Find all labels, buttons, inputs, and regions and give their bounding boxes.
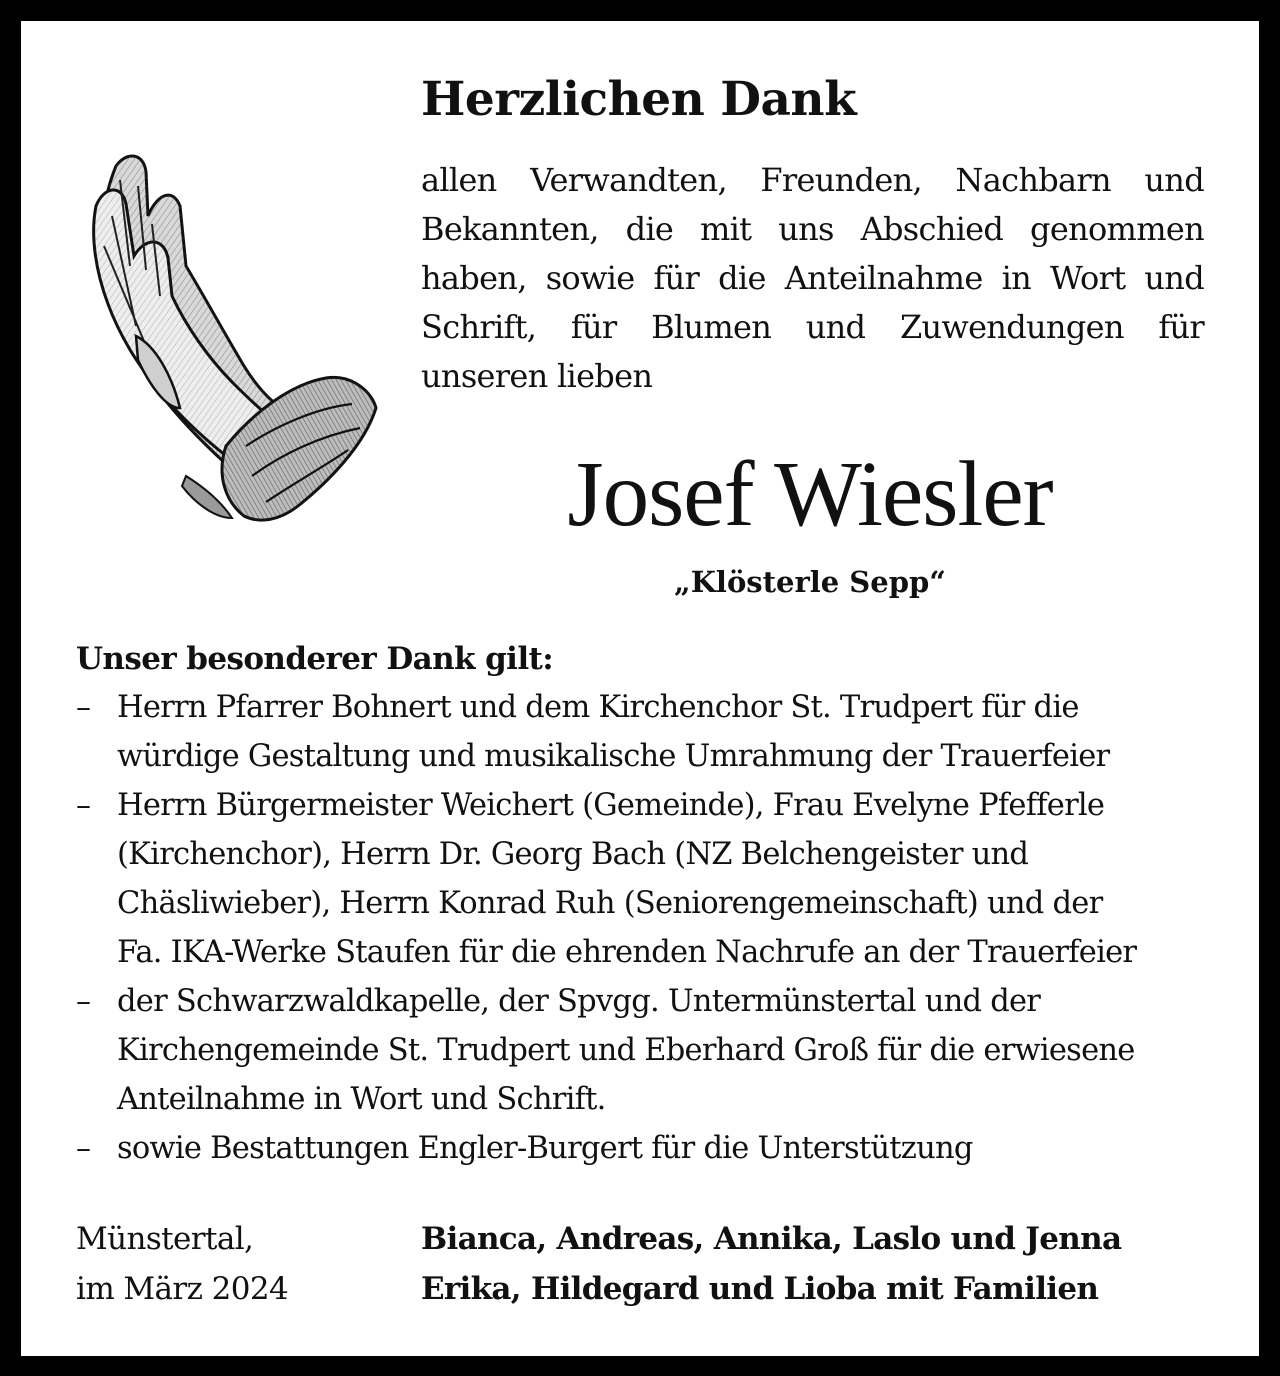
thanks-list bbox=[76, 683, 1216, 1173]
list-item-line: Chäsliwieber), Herrn Konrad Ruh (Seniorengemeinschaft) und der bbox=[117, 886, 1103, 921]
list-item-line: Fa. IKA-Werke Staufen für die ehrenden Nachrufe an der Trauerfeier bbox=[117, 935, 1137, 970]
date: im März 2024 bbox=[76, 1271, 289, 1307]
list-item bbox=[76, 683, 1216, 781]
intro-line: unseren lieben bbox=[421, 357, 653, 395]
dash-bullet: – bbox=[76, 690, 91, 725]
list-item-line: sowie Bestattungen Engler-Burgert für die Unterstützung bbox=[117, 1131, 973, 1166]
list-item-line: würdige Gestaltung und musikalische Umrahmung der Trauerfeier bbox=[117, 739, 1110, 774]
intro-line: allen Verwandten, Freunden, Nachbarn und bbox=[421, 161, 1204, 199]
deceased-nickname: „Klösterle Sepp“ bbox=[674, 565, 946, 599]
heading: Herzlichen Dank bbox=[421, 72, 857, 127]
list-item bbox=[76, 1124, 1216, 1173]
intro-line: Bekannten, die mit uns Abschied genommen bbox=[421, 210, 1204, 248]
intro-line: haben, sowie für die Anteilnahme in Wort und bbox=[421, 259, 1204, 297]
list-item bbox=[76, 781, 1216, 977]
list-item-line: Herrn Pfarrer Bohnert und dem Kirchenchor St. Trudpert für die bbox=[117, 690, 1079, 725]
list-item-line: Anteilnahme in Wort und Schrift. bbox=[117, 1082, 606, 1117]
list-item bbox=[76, 977, 1216, 1124]
family-signature bbox=[421, 1214, 1121, 1314]
praying-hands-icon bbox=[76, 146, 380, 526]
family-line: Erika, Hildegard und Lioba mit Familien bbox=[421, 1271, 1099, 1307]
family-line: Bianca, Andreas, Annika, Laslo und Jenna bbox=[421, 1221, 1122, 1257]
list-item-line: Herrn Bürgermeister Weichert (Gemeinde), Frau Evelyne Pfefferle bbox=[117, 788, 1105, 823]
place-and-date bbox=[76, 1214, 288, 1314]
dash-bullet: – bbox=[76, 1131, 91, 1166]
list-item-line: der Schwarzwaldkapelle, der Spvgg. Untermünstertal und der bbox=[117, 984, 1041, 1019]
deceased-name: Josef Wiesler bbox=[567, 443, 1053, 546]
dash-bullet: – bbox=[76, 788, 91, 823]
dash-bullet: – bbox=[76, 984, 91, 1019]
intro-text bbox=[421, 156, 1204, 401]
list-item-line: Kirchengemeinde St. Trudpert und Eberhard Groß für die erwiesene bbox=[117, 1033, 1135, 1068]
thanks-title: Unser besonderer Dank gilt: bbox=[76, 641, 554, 677]
place: Münstertal, bbox=[76, 1221, 254, 1257]
list-item-line: (Kirchenchor), Herrn Dr. Georg Bach (NZ Belchengeister und bbox=[117, 837, 1029, 872]
intro-line: Schrift, für Blumen und Zuwendungen für bbox=[421, 308, 1204, 346]
